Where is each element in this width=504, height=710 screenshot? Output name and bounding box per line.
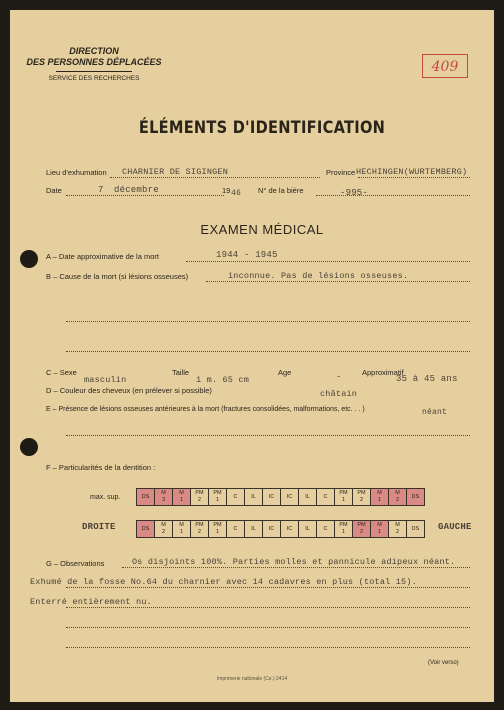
tooth-index: 1 <box>179 497 184 503</box>
tooth-cell <box>280 520 299 538</box>
tooth-code: C <box>233 525 238 532</box>
sexe-value: masculin <box>84 375 127 385</box>
tooth-code: M <box>161 490 166 496</box>
upper-teeth-row <box>136 488 424 506</box>
tooth-code: PM <box>213 490 222 496</box>
province-line <box>358 177 470 178</box>
tooth-code: C <box>233 493 238 500</box>
tooth-code: PM <box>339 522 348 528</box>
tooth-code: C <box>323 525 328 532</box>
tooth-index: 1 <box>341 529 346 535</box>
lieu-label: Lieu d'exhumation <box>46 168 107 177</box>
tooth-code: IL <box>251 493 256 500</box>
date-line <box>66 195 224 196</box>
g-label: G – Observations <box>46 559 105 568</box>
taille-value: 1 m. 65 cm <box>196 375 250 385</box>
tooth-cell <box>136 488 155 506</box>
identification-form <box>10 10 494 702</box>
tooth-cell <box>190 520 209 538</box>
tooth-cell <box>388 520 407 538</box>
tooth-code: PM <box>195 490 204 496</box>
lower-teeth-row <box>136 520 424 538</box>
tooth-index: 1 <box>377 529 382 535</box>
tooth-cell <box>136 520 155 538</box>
year-prefix: 19 <box>222 186 231 195</box>
tooth-index: 2 <box>359 497 364 503</box>
f-label: F – Particularités de la dentition : <box>46 463 156 472</box>
tooth-code: DS <box>411 525 420 532</box>
header-line2: DES PERSONNES DÉPLACÉES <box>26 57 162 67</box>
tooth-cell <box>208 488 227 506</box>
tooth-code: IL <box>251 525 256 532</box>
tooth-index: 2 <box>395 529 400 535</box>
tooth-cell <box>406 488 425 506</box>
tooth-cell <box>352 520 371 538</box>
e-label: E – Présence de lésions osseuses antérieures à la mort (fractures consolidées, malformations, etc. . . ) <box>46 406 365 413</box>
tooth-code: IL <box>305 525 310 532</box>
droite-label: DROITE <box>82 522 116 532</box>
tooth-cell <box>370 488 389 506</box>
tooth-code: IL <box>305 493 310 500</box>
tooth-index: 2 <box>197 529 202 535</box>
year-suffix: 46 <box>231 189 242 198</box>
header-line1: DIRECTION <box>69 46 119 56</box>
tooth-code: PM <box>339 490 348 496</box>
obs-line2: Exhumé de la fosse No.64 du charnier avec 14 cadavres en plus (total 15). <box>30 577 417 587</box>
tooth-code: PM <box>213 522 222 528</box>
tooth-code: M <box>179 522 184 528</box>
obs-rule <box>66 647 470 648</box>
tooth-index: 1 <box>215 497 220 503</box>
a-value: 1944 - 1945 <box>216 250 278 260</box>
blank-line <box>66 321 470 322</box>
tooth-code: PM <box>357 522 366 528</box>
punch-hole <box>20 438 38 456</box>
tooth-cell <box>226 488 245 506</box>
tooth-cell <box>352 488 371 506</box>
a-line <box>186 261 470 262</box>
obs-rule <box>66 627 470 628</box>
tooth-cell <box>244 520 263 538</box>
tooth-index: 2 <box>161 529 166 535</box>
tooth-code: M <box>161 522 166 528</box>
approx-label: Approximatif <box>362 368 404 377</box>
tooth-index: 2 <box>395 497 400 503</box>
d-value: châtain <box>320 389 358 399</box>
tooth-index: 2 <box>197 497 202 503</box>
gauche-label: GAUCHE <box>438 522 472 532</box>
tooth-code: M <box>179 490 184 496</box>
tooth-cell <box>226 520 245 538</box>
d-label: D – Couleur des cheveux (en prélever si possible) <box>46 386 212 395</box>
age-label: Age <box>278 368 292 377</box>
tooth-cell <box>244 488 263 506</box>
tooth-code: DS <box>411 493 420 500</box>
tooth-code: IC <box>286 493 293 500</box>
tooth-cell <box>208 520 227 538</box>
tooth-cell <box>154 488 173 506</box>
tooth-cell <box>262 488 281 506</box>
date-month: décembre <box>114 185 159 195</box>
obs-rule <box>66 587 470 588</box>
tooth-code: C <box>323 493 328 500</box>
tooth-code: DS <box>141 525 150 532</box>
tooth-cell <box>280 488 299 506</box>
tooth-code: M <box>395 490 400 496</box>
c-label: C – Sexe <box>46 368 77 377</box>
tooth-cell <box>334 520 353 538</box>
tooth-index: 1 <box>179 529 184 535</box>
tooth-cell <box>370 520 389 538</box>
date-label: Date <box>46 186 62 195</box>
tooth-code: IC <box>268 525 275 532</box>
tooth-index: 1 <box>341 497 346 503</box>
tooth-cell <box>406 520 425 538</box>
b-label: B – Cause de la mort (si lésions osseuses) <box>46 272 189 281</box>
blank-line <box>66 351 470 352</box>
province-label: Province <box>326 168 356 177</box>
tooth-cell <box>190 488 209 506</box>
tooth-cell <box>298 520 317 538</box>
tooth-cell <box>388 488 407 506</box>
tooth-cell <box>154 520 173 538</box>
blank-line <box>66 435 470 436</box>
file-number: 409 <box>422 54 468 78</box>
tooth-index: 2 <box>359 529 364 535</box>
tooth-cell <box>334 488 353 506</box>
tooth-code: IC <box>286 525 293 532</box>
tooth-cell <box>298 488 317 506</box>
obs-rule <box>66 607 470 608</box>
obs-rule <box>122 567 470 568</box>
page-title: ÉLÉMENTS D'IDENTIFICATION <box>138 118 386 138</box>
obs-line3: Enterré entièrement nu. <box>30 597 152 607</box>
section-title: EXAMEN MÉDICAL <box>200 222 324 237</box>
voir-verso: (Voir verso) <box>428 660 459 666</box>
date-day: 7 <box>98 185 104 195</box>
tooth-code: M <box>377 522 382 528</box>
tooth-code: PM <box>357 490 366 496</box>
approx-value: 35 à 45 ans <box>396 374 458 384</box>
imprimerie-label: Imprimerie nationale (Ce.) 2414 <box>216 676 288 682</box>
tooth-cell <box>316 488 335 506</box>
tooth-cell <box>172 520 191 538</box>
tooth-code: M <box>377 490 382 496</box>
b-line <box>206 281 470 282</box>
tooth-index: 1 <box>377 497 382 503</box>
tooth-index: 3 <box>161 497 166 503</box>
tooth-code: DS <box>141 493 150 500</box>
tooth-code: IC <box>268 493 275 500</box>
lieu-value: CHARNIER DE SIGINGEN <box>122 167 229 177</box>
biere-value: -995- <box>340 188 369 198</box>
service-label: SERVICE DES RECHERCHES <box>48 75 140 82</box>
tooth-index: 1 <box>215 529 220 535</box>
punch-hole <box>20 250 38 268</box>
tooth-code: PM <box>195 522 204 528</box>
a-label: A – Date approximative de la mort <box>46 252 159 261</box>
tooth-cell <box>262 520 281 538</box>
b-value: inconnue. Pas de lésions osseuses. <box>228 271 409 281</box>
tooth-cell <box>172 488 191 506</box>
e-value: néant <box>422 408 448 417</box>
province-value: HECHINGEN(WURTEMBERG) <box>356 167 468 177</box>
tooth-cell <box>316 520 335 538</box>
max-sup-label: max. sup. <box>90 494 121 501</box>
taille-label: Taille <box>172 368 190 377</box>
lieu-line <box>110 177 320 178</box>
obs-line1: Os disjoints 100%. Parties molles et pannicule adipeux néant. <box>132 557 456 567</box>
biere-label: N° de la bière <box>258 186 304 195</box>
tooth-code: M <box>395 522 400 528</box>
age-value: - <box>336 372 342 382</box>
header-rule <box>56 71 132 72</box>
